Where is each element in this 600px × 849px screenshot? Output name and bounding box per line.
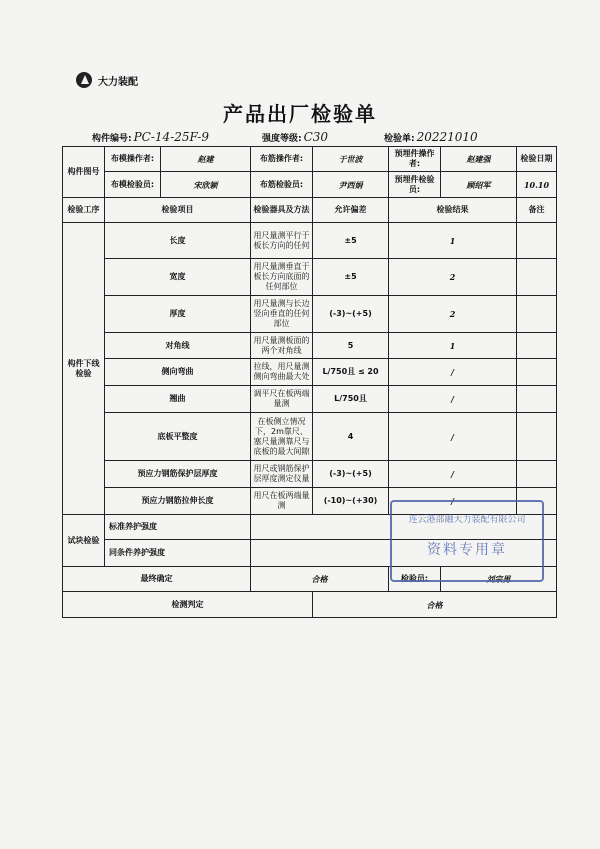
item-name: 翘曲 [105, 386, 251, 413]
table-row [63, 223, 557, 259]
col-remark: 备注 [517, 198, 557, 223]
item-name: 厚度 [105, 296, 251, 333]
table-row [63, 296, 557, 333]
item-tolerance: 4 [313, 413, 389, 461]
item-remark [517, 386, 557, 413]
inspector-row [63, 172, 557, 198]
strength-grade [262, 130, 328, 144]
item-remark [517, 259, 557, 296]
form-no-label: 检验单: [384, 134, 415, 144]
embed-operator-value: 赵建强 [441, 147, 517, 172]
final-label: 最终确定 [63, 567, 251, 592]
item-remark [517, 413, 557, 461]
col-method: 检验器具及方法 [251, 198, 313, 223]
item-result: / [389, 413, 517, 461]
column-header-row [63, 198, 557, 223]
rebar-inspector-label: 布筋检验员: [251, 172, 313, 198]
item-tolerance: ±5 [313, 223, 389, 259]
col-result: 检验结果 [389, 198, 517, 223]
judgment-row [63, 592, 557, 618]
section-label: 构件下线检验 [63, 223, 105, 515]
item-result: 1 [389, 223, 517, 259]
item-method: 调平尺在板两端量测 [251, 386, 313, 413]
item-tolerance: (-3)~(+5) [313, 461, 389, 488]
item-tolerance: 5 [313, 333, 389, 359]
item-remark [517, 461, 557, 488]
item-tolerance: L/750且 ≤ 20 [313, 359, 389, 386]
component-model-label: 构件图号 [63, 147, 105, 198]
strength-value: C30 [303, 130, 329, 144]
item-remark [517, 359, 557, 386]
item-name: 预应力钢筋保护层厚度 [105, 461, 251, 488]
item-name: 侧向弯曲 [105, 359, 251, 386]
mold-operator-value: 赵建 [161, 147, 251, 172]
item-result: 2 [389, 296, 517, 333]
mold-operator-label: 布模操作者: [105, 147, 161, 172]
item-tolerance: L/750且 [313, 386, 389, 413]
item-name: 宽度 [105, 259, 251, 296]
table-row [63, 461, 557, 488]
item-result: 2 [389, 259, 517, 296]
item-result: / [389, 488, 517, 515]
rebar-operator-label: 布筋操作者: [251, 147, 313, 172]
embed-inspector-value: 顾绍军 [441, 172, 517, 198]
form-no [384, 130, 478, 144]
item-method: 用尺量测平行于板长方向的任何 [251, 223, 313, 259]
item-method: 用尺或钢筋保护层厚度测定仪量 [251, 461, 313, 488]
rebar-inspector-value: 尹西娟 [313, 172, 389, 198]
component-no [92, 130, 209, 144]
item-result: / [389, 386, 517, 413]
stamp-purpose: 资料专用章 [427, 542, 507, 558]
operator-row [63, 147, 557, 172]
item-method: 在板侧立情况下，2m靠尺、塞尺量测靠尺与底板的最大间隙 [251, 413, 313, 461]
item-method: 拉线，用尺量测侧向弯曲最大处 [251, 359, 313, 386]
item-result: / [389, 359, 517, 386]
item-remark [517, 296, 557, 333]
col-process: 检验工序 [63, 198, 105, 223]
item-name: 底板平整度 [105, 413, 251, 461]
company-logo [76, 72, 138, 88]
inspector-label: 检验员: [389, 567, 441, 592]
judgment-result: 合格 [313, 592, 557, 618]
item-remark [517, 333, 557, 359]
item-name: 长度 [105, 223, 251, 259]
inspect-date-value: 10.10 [517, 172, 557, 198]
logo-icon [76, 72, 92, 88]
trial-std-label: 标准养护强度 [105, 515, 251, 540]
table-row [63, 359, 557, 386]
rebar-operator-value: 于世波 [313, 147, 389, 172]
item-result: / [389, 461, 517, 488]
component-no-label: 构件编号: [92, 134, 132, 144]
judgment-label: 检测判定 [63, 592, 313, 618]
mold-inspector-label: 布模检验员: [105, 172, 161, 198]
trial-label: 试块检验 [63, 515, 105, 567]
table-row [63, 386, 557, 413]
table-row [63, 259, 557, 296]
item-method: 用尺量测与长边竖向垂直的任何部位 [251, 296, 313, 333]
table-row [63, 413, 557, 461]
strength-label: 强度等级: [262, 134, 302, 144]
item-tolerance: ±5 [313, 259, 389, 296]
item-tolerance: (-10)~(+30) [313, 488, 389, 515]
item-result: 1 [389, 333, 517, 359]
item-tolerance: (-3)~(+5) [313, 296, 389, 333]
mold-inspector-value: 宋欣颖 [161, 172, 251, 198]
company-stamp [390, 500, 544, 582]
page-title: 产品出厂检验单 [223, 102, 377, 126]
table-row [63, 333, 557, 359]
embed-operator-label: 预埋件操作者: [389, 147, 441, 172]
item-remark [517, 223, 557, 259]
item-method: 用尺在板两端量测 [251, 488, 313, 515]
final-result: 合格 [251, 567, 389, 592]
company-name: 大力装配 [98, 76, 138, 88]
trial-same-label: 同条件养护强度 [105, 540, 251, 567]
inspect-date-label: 检验日期 [517, 147, 557, 172]
embed-inspector-label: 预埋件检验员: [389, 172, 441, 198]
component-no-value: PC-14-25F-9 [133, 130, 209, 144]
item-method: 用尺量测板面的两个对角线 [251, 333, 313, 359]
item-name: 预应力钢筋拉伸长度 [105, 488, 251, 515]
col-item: 检验项目 [105, 198, 251, 223]
item-method: 用尺量测垂直于板长方向底面的任何部位 [251, 259, 313, 296]
col-tolerance: 允许偏差 [313, 198, 389, 223]
item-name: 对角线 [105, 333, 251, 359]
stamp-company: 连云港部融大力装配有限公司 [408, 515, 526, 525]
form-no-value: 20221010 [416, 130, 478, 144]
inspector-signature: 刘宗男 [441, 567, 557, 592]
